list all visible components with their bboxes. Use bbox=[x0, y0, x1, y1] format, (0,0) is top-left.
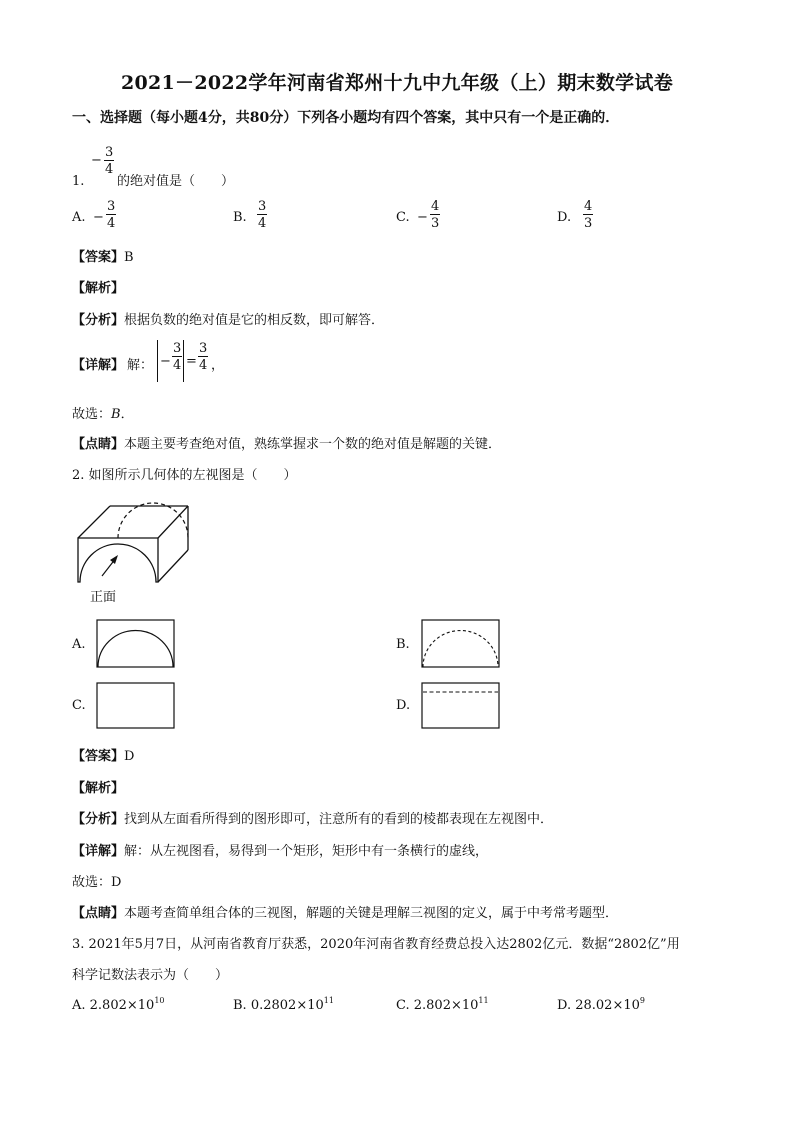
q2-answer: 【答案】D bbox=[72, 749, 135, 764]
q3-option-d: D. $28.02\times 10^9$ bbox=[557, 996, 645, 1013]
q2-fenxi: 【分析】找到从左面看所得到的图形即可，注意所有的看到的棱都表现在左视图中． bbox=[72, 812, 554, 827]
q3-option-b: B. $0.2802\times 10^{11}$ bbox=[233, 996, 334, 1013]
q2-option-d-label: D. bbox=[396, 698, 411, 713]
q1-analysis-tag: 【解析】 bbox=[72, 281, 125, 296]
abs-bar-right bbox=[183, 340, 184, 382]
q2-option-b-label: B. bbox=[396, 637, 410, 652]
q3-option-c: C. $2.802\times 10^{11}$ bbox=[396, 996, 489, 1013]
q2-point: 【点睛】本题考查简单组合体的三视图，解题的关键是理解三视图的定义，属于中考常考题型． bbox=[72, 906, 619, 921]
q1-minus: − bbox=[91, 153, 102, 168]
q2-option-c-figure bbox=[96, 682, 176, 730]
q1-fenxi: 【分析】根据负数的绝对值是它的相反数，即可解答． bbox=[72, 313, 385, 328]
q2-option-c-label: C. bbox=[72, 698, 86, 713]
q2-option-d-figure bbox=[421, 682, 501, 730]
q3-stem-line1: 3. 2021年5月7日，从河南省教育厅获悉，2020年河南省教育经费总投入达2802亿元．数据“2802亿”用 bbox=[72, 937, 680, 952]
q1-detail: 【详解】 解： − $\frac{3}{4}$ = $\frac{3}{4}$ ， bbox=[72, 342, 272, 384]
q2-choose: 故选：D bbox=[72, 875, 122, 890]
q1-point: 【点睛】本题主要考查绝对值，熟练掌握求一个数的绝对值是解题的关键． bbox=[72, 437, 502, 452]
front-label: 正面 bbox=[90, 590, 117, 605]
q2-option-b-figure bbox=[421, 619, 501, 669]
page-title: 2021－2022学年河南省郑州十九中九年级（上）期末数学试卷 bbox=[120, 72, 674, 94]
q2-stem: 2. 如图所示几何体的左视图是（ ） bbox=[72, 468, 297, 483]
q1-answer: 【答案】B bbox=[72, 250, 134, 265]
q3-option-a: A. $2.802\times 10^{10}$ bbox=[72, 996, 165, 1013]
section-heading: 一、选择题（每小题4分，共80分）下列各小题均有四个答案，其中只有一个是正确的． bbox=[72, 110, 620, 126]
q1-stem-suffix: 的绝对值是（ ） bbox=[117, 174, 235, 189]
q2-detail: 【详解】解：从左视图看，易得到一个矩形，矩形中有一条横行的虚线， bbox=[72, 844, 489, 859]
q1-fraction: $\frac{3}{4}$ bbox=[105, 145, 114, 177]
q1-number: 1. bbox=[72, 174, 85, 189]
q2-analysis-tag: 【解析】 bbox=[72, 781, 125, 796]
q3-stem-line2: 科学记数法表示为（ ） bbox=[72, 968, 229, 983]
q2-option-a-figure bbox=[96, 619, 176, 669]
q2-option-a-label: A. bbox=[72, 637, 86, 652]
q1-choose: 故选：B． bbox=[72, 407, 134, 422]
abs-bar-left bbox=[157, 340, 158, 382]
